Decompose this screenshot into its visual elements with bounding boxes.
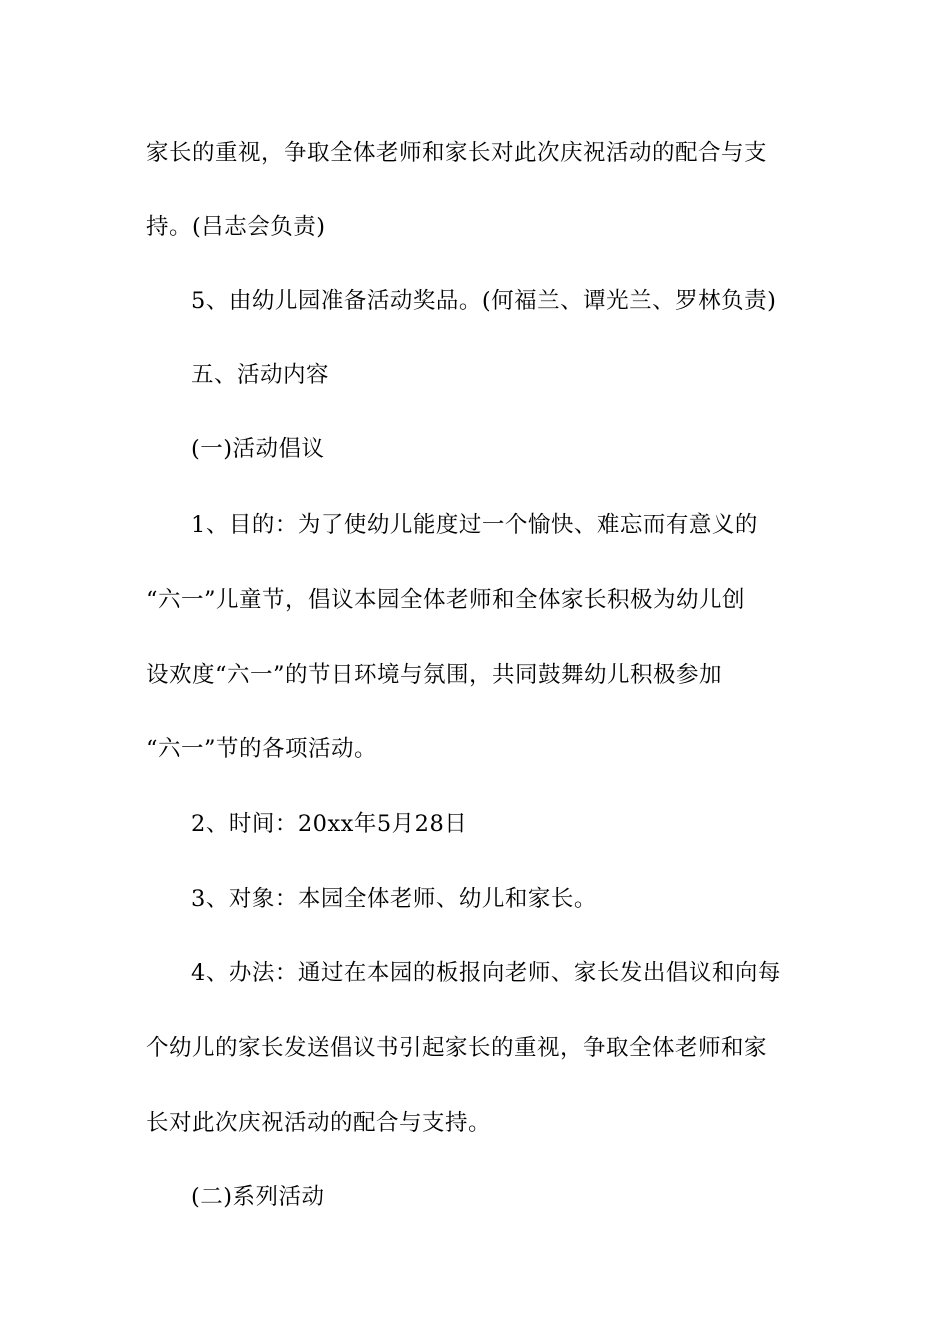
text-line-9: “六一”节的各项活动。 — [146, 736, 378, 762]
text-line-13: 个幼儿的家长发送倡议书引起家长的重视，争取全体老师和家 — [146, 1035, 768, 1061]
list-item-method: 4、办法：通过在本园的板报向老师、家长发出倡议和向每 — [191, 960, 781, 986]
text-line-14: 长对此次庆祝活动的配合与支持。 — [146, 1110, 492, 1136]
text-line-1: 家长的重视，争取全体老师和家长对此次庆祝活动的配合与支 — [146, 140, 768, 166]
text-line-7: “六一”儿童节，倡议本园全体老师和全体家长积极为幼儿创 — [146, 587, 746, 613]
list-item-time: 2、时间：20xx年5月28日 — [191, 811, 468, 837]
list-item-prizes: 5、由幼儿园准备活动奖品。(何福兰、谭光兰、罗林负责) — [191, 288, 777, 314]
subsection-heading-initiative: (一)活动倡议 — [191, 436, 325, 462]
section-heading-activity-content: 五、活动内容 — [191, 362, 330, 388]
list-item-audience: 3、对象：本园全体老师、幼儿和家长。 — [191, 886, 597, 912]
text-line-2: 持。(吕志会负责) — [146, 214, 326, 240]
subsection-heading-series-activities: (二)系列活动 — [191, 1184, 325, 1210]
list-item-purpose: 1、目的：为了使幼儿能度过一个愉快、难忘而有意义的 — [191, 512, 758, 538]
text-line-8: 设欢度“六一”的节日环境与氛围，共同鼓舞幼儿积极参加 — [146, 662, 723, 688]
